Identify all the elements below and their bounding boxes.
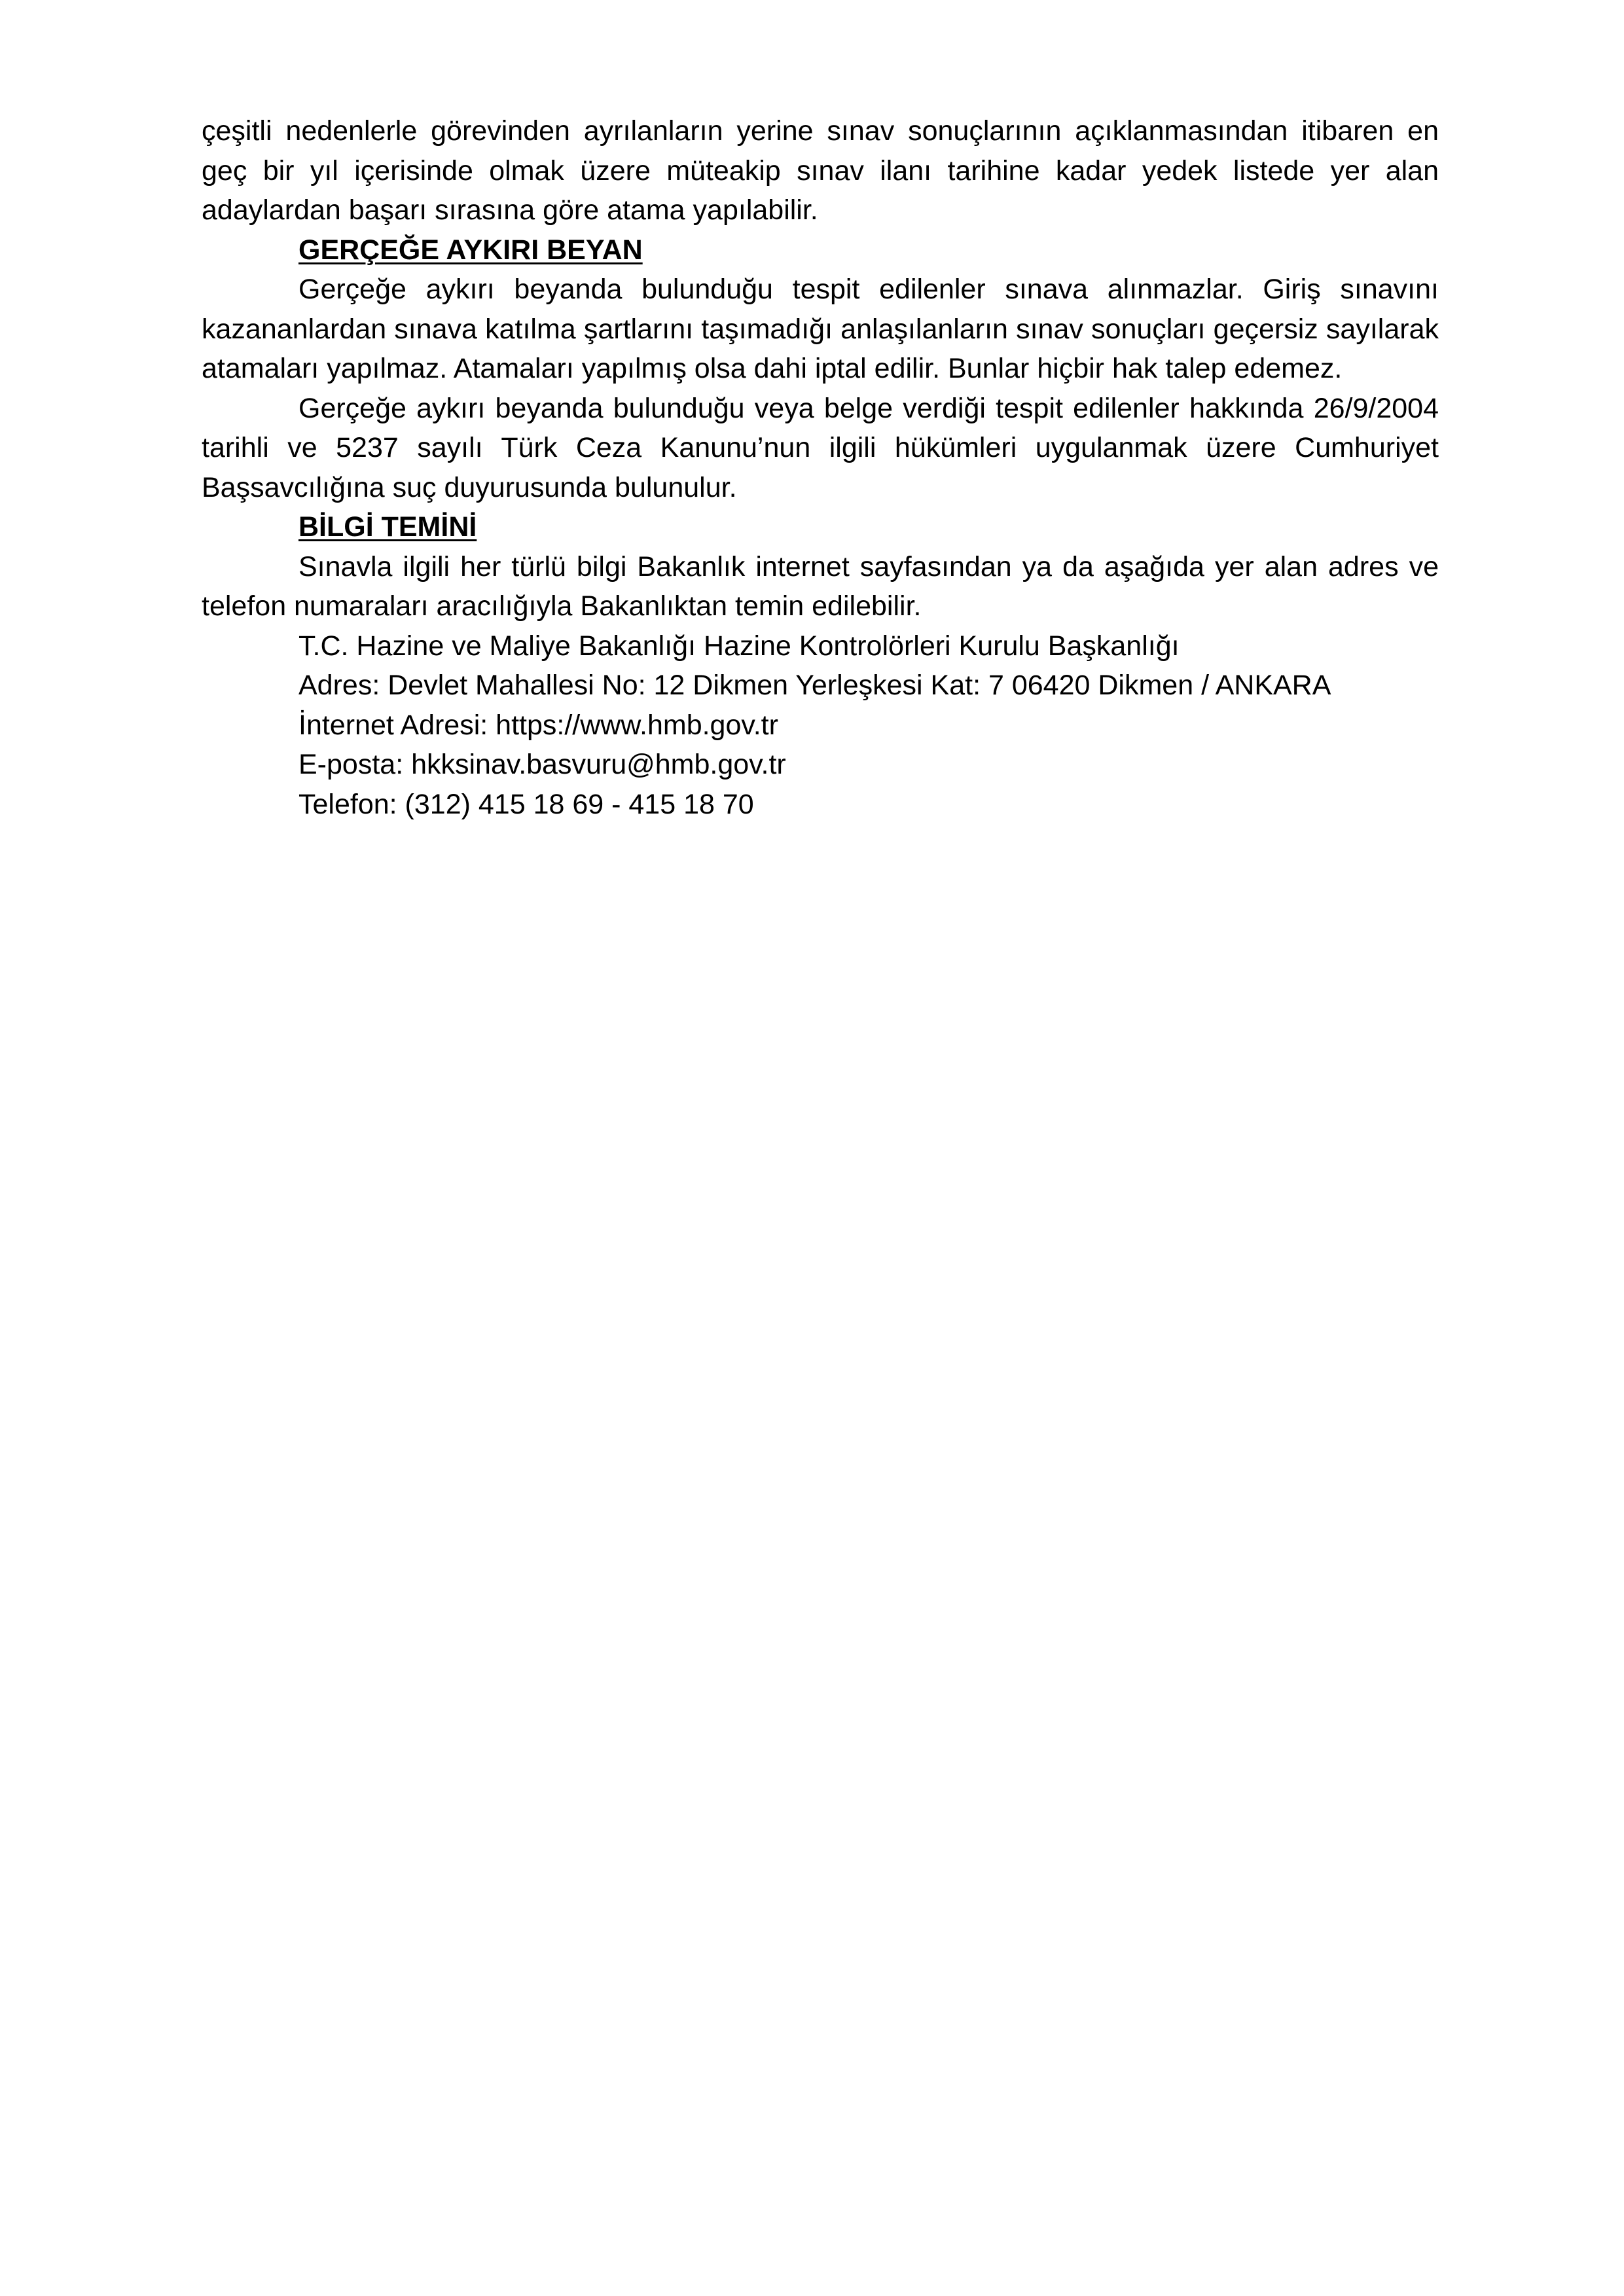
false-statement-paragraph-2: Gerçeğe aykırı beyanda bulunduğu veya belge verdiği tespit edilenler hakkında 26/9/2004 tarihli ve 5237 sayılı Türk Ceza Kanunu’nun ilgili hükümleri uygulanmak üzere Cumhuriyet Başsavcılığına suç duyurusunda bulunulur. xyxy=(202,392,1439,503)
false-statement-paragraph-1: Gerçeğe aykırı beyanda bulunduğu tespit edilenler sınava alınmazlar. Giriş sınavını kazananlardan sınava katılma şartlarını taşımadığı anlaşılanların sınav sonuçları geçersiz sayılarak atamaları yapılmaz. Atamaları yapılmış olsa dahi iptal edilir. Bunlar hiçbir hak talep edemez. xyxy=(202,274,1439,384)
contact-institution: T.C. Hazine ve Maliye Bakanlığı Hazine Kontrolörleri Kurulu Başkanlığı xyxy=(298,630,1180,662)
contact-website: İnternet Adresi: https://www.hmb.gov.tr xyxy=(298,709,778,741)
contact-phone: Telefon: (312) 415 18 69 - 415 18 70 xyxy=(298,788,754,820)
intro-paragraph: çeşitli nedenlerle görevinden ayrılanların yerine sınav sonuçlarının açıklanmasından itibaren en geç bir yıl içerisinde olmak üzere müteakip sınav ilanı tarihine kadar yedek listede yer alan adaylardan başarı sırasına göre atama yapılabilir. xyxy=(202,115,1439,226)
document-page xyxy=(202,111,1439,824)
contact-email: E-posta: hkksinav.basvuru@hmb.gov.tr xyxy=(298,749,786,780)
information-paragraph: Sınavla ilgili her türlü bilgi Bakanlık internet sayfasından ya da aşağıda yer alan adres ve telefon numaraları aracılığıyla Bakanlıktan temin edilebilir. xyxy=(202,550,1439,622)
heading-information: BİLGİ TEMİNİ xyxy=(298,511,477,543)
contact-address: Adres: Devlet Mahallesi No: 12 Dikmen Yerleşkesi Kat: 7 06420 Dikmen / ANKARA xyxy=(298,670,1331,701)
heading-false-statement: GERÇEĞE AYKIRI BEYAN xyxy=(298,234,643,266)
